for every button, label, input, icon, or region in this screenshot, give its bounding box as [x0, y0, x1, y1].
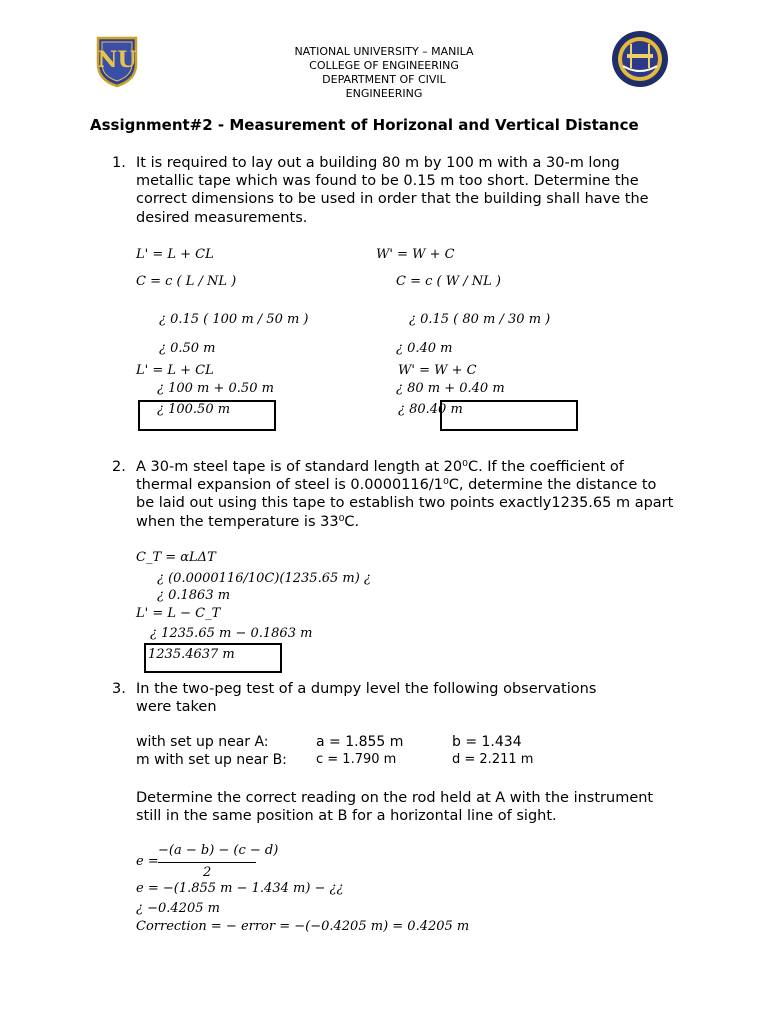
- q3-question: [136, 789, 676, 825]
- q2-eq5: ¿ 1235.65 m − 0.1863 m: [150, 626, 313, 641]
- q2-eq3: ¿ 0.1863 m: [157, 588, 231, 603]
- q3-e-denominator: 2: [203, 865, 212, 880]
- q1-right-eq5: W' = W + C: [398, 363, 477, 378]
- q2-eq1: C_T = αLΔT: [136, 550, 216, 565]
- question-text: In the two-peg test of a dumpy level the following observations were taken: [136, 681, 597, 716]
- q3-correction: Correction = − error = −(−0.4205 m) = 0.4205 m: [136, 919, 470, 934]
- header-line-department: DEPARTMENT OF CIVIL: [322, 73, 446, 86]
- q1-left-eq6: ¿ 100 m + 0.50 m: [157, 381, 274, 396]
- q3-fraction-line: [158, 862, 256, 863]
- q1-right-eq6: ¿ 80 m + 0.40 m: [396, 381, 505, 396]
- q1-right-eq3: ¿ 0.15 ( 80 m / 30 m ): [409, 312, 551, 327]
- q3-row2-label: m with set up near B:: [136, 752, 287, 768]
- header-line-university: NATIONAL UNIVERSITY – MANILA: [294, 45, 474, 58]
- nu-shield-logo: [94, 34, 140, 92]
- header-line-engineering: ENGINEERING: [345, 87, 423, 100]
- q3-row1-a: a = 1.855 m: [316, 734, 404, 750]
- question-text: It is required to lay out a building 80 m by 100 m with a 30-m long metallic tape which was found to be 0.15 m too short. Determine the correct dimensions to be used in order that the building shall have the desired measurements.: [136, 155, 649, 226]
- q1-right-eq1: W' = W + C: [376, 247, 455, 262]
- q3-row2-c: c = 1.790 m: [316, 752, 397, 767]
- q1-right-answer-box: [440, 400, 578, 431]
- question-text: A 30-m steel tape is of standard length at 20⁰C. If the coefficient of thermal expansion of steel is 0.0000116/1⁰C, determine the distance to be laid out using this tape to establish two points exactly1235.65 m apart when the temperature is 33⁰C.: [136, 459, 674, 530]
- question-number: 1.: [112, 155, 126, 171]
- q1-right-eq4: ¿ 0.40 m: [396, 341, 453, 356]
- q2-answer-box: [144, 643, 282, 673]
- q1-left-answer: ¿ 100.50 m: [157, 402, 231, 417]
- q1-left-answer-box: [138, 400, 276, 431]
- question-number: 2.: [112, 459, 126, 475]
- svg-text:NU: NU: [97, 47, 137, 73]
- q3-e-step3: ¿ −0.4205 m: [136, 901, 220, 916]
- q1-right-answer: ¿ 80.40 m: [398, 402, 463, 417]
- q2-answer: 1235.4637 m: [148, 647, 235, 662]
- q1-left-eq1: L' = L + CL: [136, 247, 214, 262]
- q3-e-step2: e = −(1.855 m − 1.434 m) − ¿¿: [136, 881, 344, 896]
- q2-eq4: L' = L − C_T: [136, 606, 221, 621]
- question-number: 3.: [112, 681, 126, 697]
- q1-left-eq2: C = c ( L / NL ): [136, 274, 237, 289]
- q3-row2-d: d = 2.211 m: [452, 752, 534, 767]
- q3-question-text: Determine the correct reading on the rod held at A with the instrument still in the same position at B for a horizontal line of sight.: [136, 790, 654, 825]
- q3-row1-b: b = 1.434: [452, 734, 522, 750]
- q2-eq2: ¿ (0.0000116/10C)(1235.65 m) ¿: [157, 571, 371, 586]
- q1-left-eq5: L' = L + CL: [136, 363, 214, 378]
- q1-right-eq2: C = c ( W / NL ): [396, 274, 501, 289]
- q1-left-eq3: ¿ 0.15 ( 100 m / 50 m ): [159, 312, 309, 327]
- q3-e-numerator: −(a − b) − (c − d): [158, 843, 279, 858]
- q3-row1-label: with set up near A:: [136, 734, 269, 750]
- civil-engineering-seal-logo: [611, 30, 669, 92]
- q1-left-eq4: ¿ 0.50 m: [159, 341, 216, 356]
- header-line-college: COLLEGE OF ENGINEERING: [309, 59, 459, 72]
- assignment-title: Assignment#2 - Measurement of Horizonal and Vertical Distance: [90, 116, 639, 134]
- institution-header: [260, 45, 508, 101]
- q3-e-label: e =: [136, 854, 159, 869]
